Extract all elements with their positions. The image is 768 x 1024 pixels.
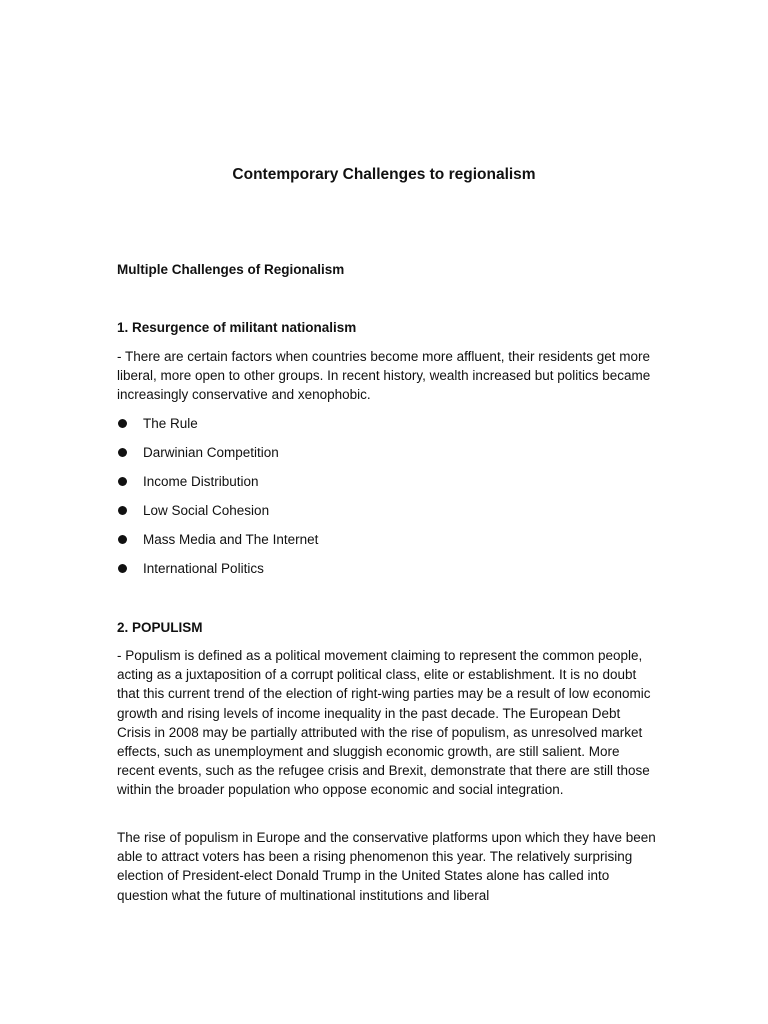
bullet-icon (118, 535, 127, 544)
bullet-icon (118, 564, 127, 573)
list-item (117, 559, 657, 588)
document-subtitle: Multiple Challenges of Regionalism (117, 262, 345, 277)
list-item-text: International Politics (143, 561, 264, 576)
section-2-paragraph-1: - Populism is defined as a political movement claiming to represent the common people, acting as a juxtaposition of a corrupt political class, elite or establishment. It is no doubt that this current trend of the election of right-wing parties may be a result of low economic growth and rising levels of income inequality in the past decade. The European Debt Crisis in 2008 may be partially attributed with the rise of populism, as unresolved market effects, such as unemployment and sluggish economic growth, are still salient. More recent events, such as the refugee crisis and Brexit, demonstrate that there are still those within the broader population who oppose economic and social integration. (117, 648, 651, 798)
bullet-icon (118, 448, 127, 457)
list-item (117, 530, 657, 559)
list-item (117, 501, 657, 530)
section-1-paragraph: - There are certain factors when countries become more affluent, their residents get more liberal, more open to other groups. In recent history, wealth increased but politics became increasingly conservative and xenophobic. (117, 349, 651, 403)
document-title: Contemporary Challenges to regionalism (232, 166, 536, 183)
bullet-icon (118, 477, 127, 486)
factor-list (117, 414, 657, 588)
bullet-icon (118, 506, 127, 515)
list-item-text: Low Social Cohesion (143, 503, 270, 518)
section-2-heading: 2. POPULISM (117, 620, 203, 635)
list-item-text: Mass Media and The Internet (143, 532, 319, 547)
list-item-text: The Rule (143, 416, 198, 431)
list-item (117, 443, 657, 472)
list-item-text: Income Distribution (143, 474, 259, 489)
list-item (117, 472, 657, 501)
bullet-icon (118, 419, 127, 428)
section-1-heading: 1. Resurgence of militant nationalism (117, 320, 357, 335)
list-item (117, 414, 657, 443)
section-2-paragraph-2: The rise of populism in Europe and the conservative platforms upon which they have been able to attract voters has been a rising phenomenon this year. The relatively surprising election of President-elect Donald Trump in the United States alone has called into question what the future of multinational institutions and liberal (117, 830, 656, 903)
list-item-text: Darwinian Competition (143, 445, 279, 460)
